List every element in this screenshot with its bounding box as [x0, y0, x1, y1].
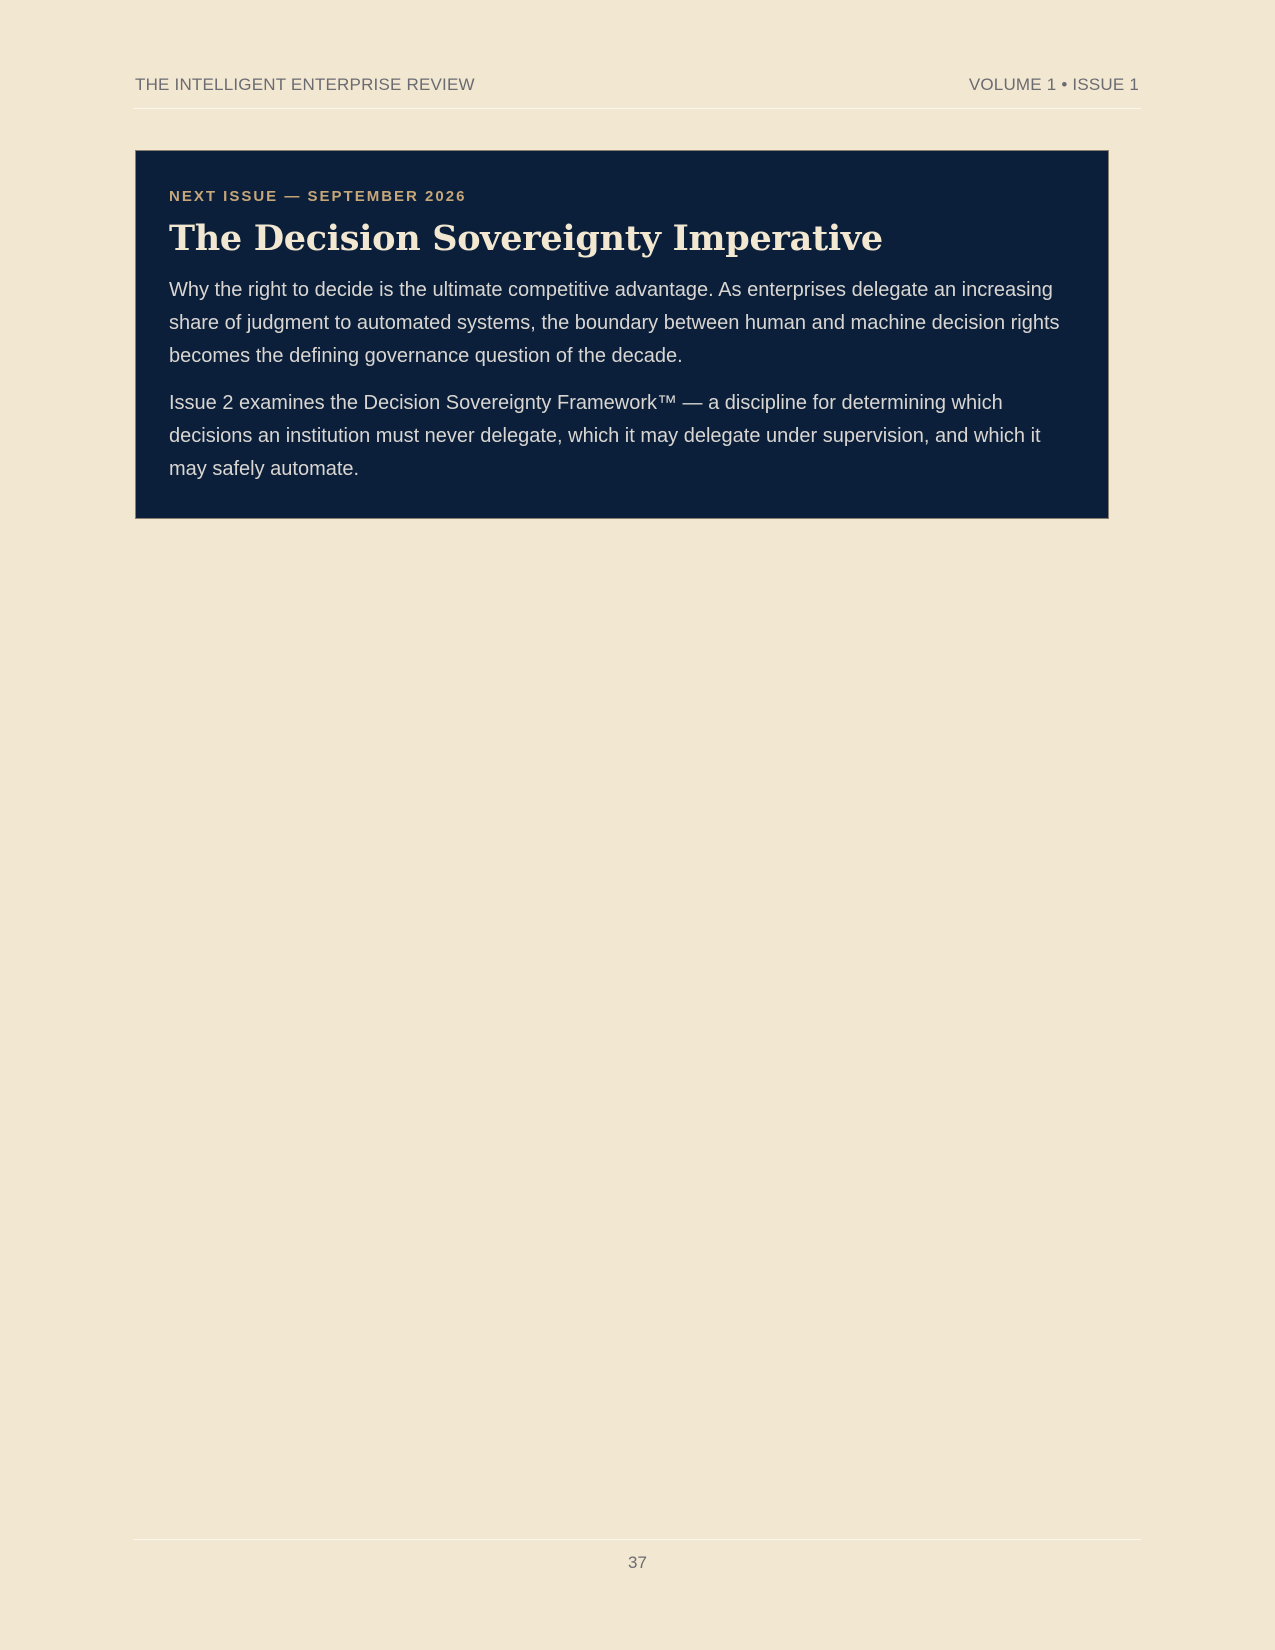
next-issue-paragraph: Issue 2 examines the Decision Sovereignty Framework™ — a discipline for determining which decisions an institution must never delegate, which it may delegate under supervision, and which it may safely automate. — [169, 392, 1041, 480]
next-issue-box — [135, 150, 1109, 519]
next-issue-title: The Decision Sovereignty Imperative — [169, 218, 883, 259]
next-issue-paragraph: Why the right to decide is the ultimate competitive advantage. As enterprises delegate an increasing share of judgment to automated systems, the boundary between human and machine decision rights becomes the defining governance question of the decade. — [169, 279, 1060, 367]
next-issue-kicker: NEXT ISSUE — SEPTEMBER 2026 — [169, 188, 467, 205]
footer-divider — [133, 1539, 1141, 1540]
page-number: 37 — [628, 1553, 647, 1572]
running-header — [133, 70, 1141, 109]
volume-issue-label: VOLUME 1 • ISSUE 1 — [968, 75, 1139, 94]
publication-name: THE INTELLIGENT ENTERPRISE REVIEW — [135, 75, 475, 94]
